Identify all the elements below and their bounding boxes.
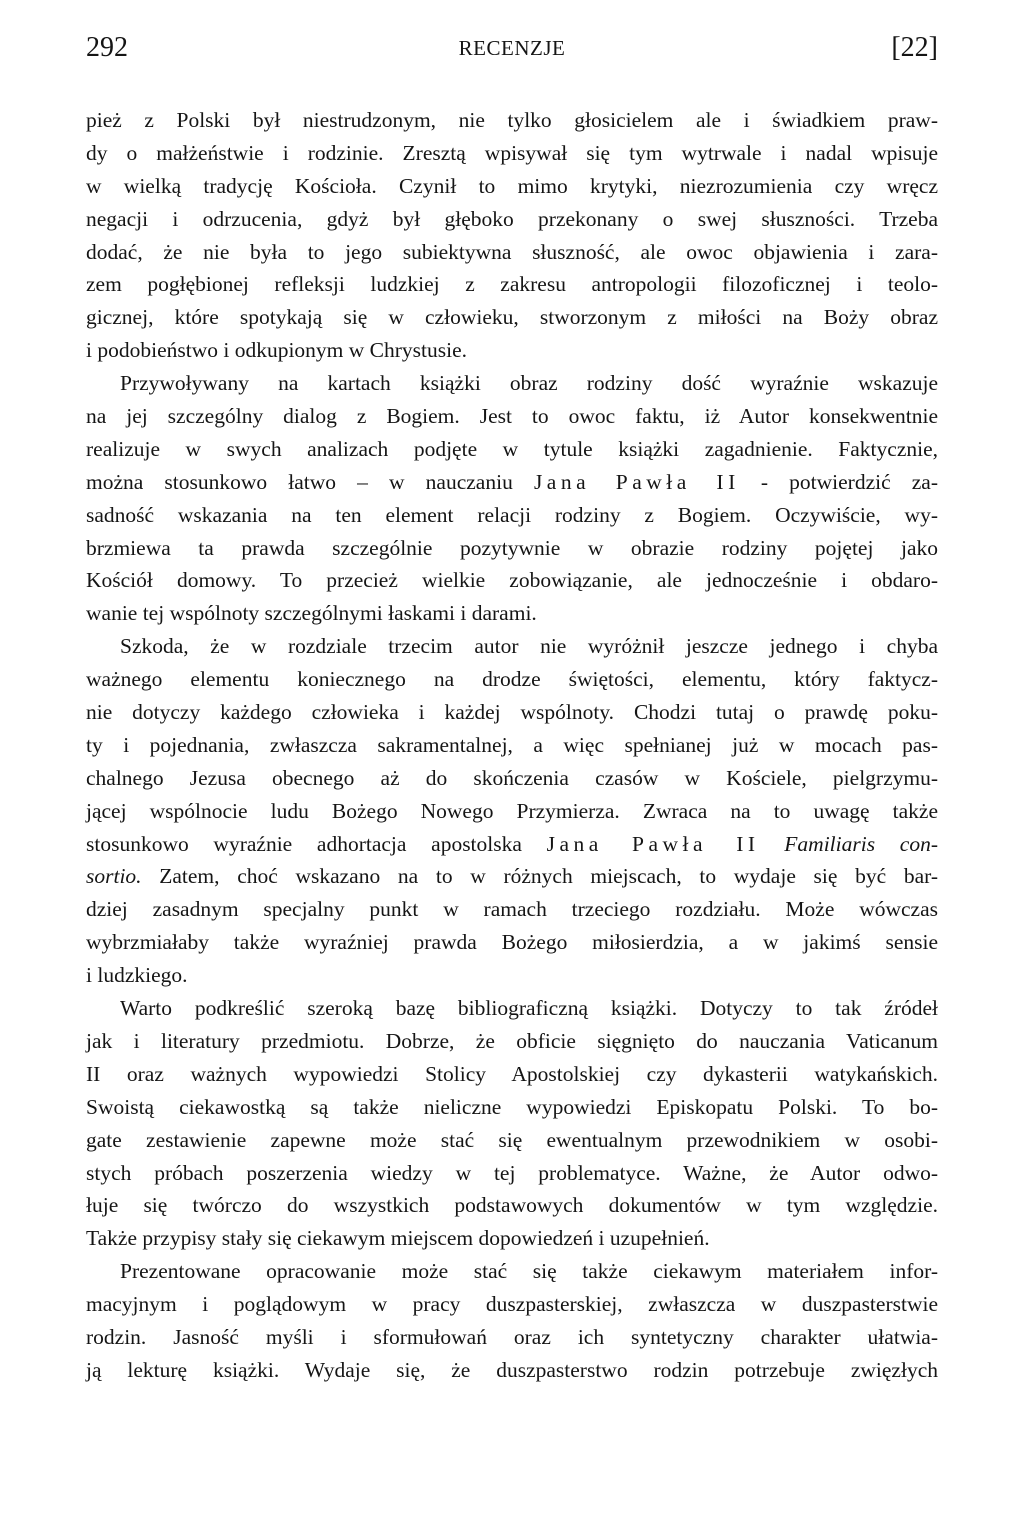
- text-line: wanie tej wspólnoty szczególnymi łaskami i darami.: [86, 601, 537, 626]
- paragraph-start-line: Prezentowane opracowanie może stać się także ciekawym materiałem infor-: [120, 1259, 938, 1284]
- text-line: rodzin. Jasność myśli i sformułowań oraz ich syntetyczny charakter ułatwia-: [86, 1324, 938, 1349]
- text-line: negacji i odrzucenia, gdyż był głęboko przekonany o swej słuszności. Trzeba: [86, 206, 938, 231]
- text-line: macyjnym i poglądowym w pracy duszpasterskiej, zwłaszcza w duszpasterstwie: [86, 1292, 938, 1317]
- text-line: brzmiewa ta prawda szczególnie pozytywnie w obrazie rodziny pojętej jako: [86, 535, 938, 560]
- text-line: ważnego elementu koniecznego na drodze świętości, elementu, który faktycz-: [86, 667, 938, 692]
- spaced-name: Jana Pawła II: [546, 831, 760, 856]
- text-line: II oraz ważnych wypowiedzi Stolicy Apostolskiej czy dykasterii watykańskich.: [86, 1061, 938, 1086]
- text-line: ty i pojednania, zwłaszcza sakramentalnej, a więc spełnianej już w mocach pas-: [86, 732, 938, 757]
- text-line: chalnego Jezusa obecnego aż do skończenia czasów w Kościele, pielgrzymu-: [86, 765, 938, 790]
- text-line: w wielką tradycję Kościoła. Czynił to mimo krytyki, niezrozumienia czy wręcz: [86, 173, 938, 198]
- text-line: ją lekturę książki. Wydaje się, że duszpasterstwo rodzin potrzebuje zwięzłych: [86, 1357, 938, 1382]
- text-line: nie dotyczy każdego człowieka i każdej wspólnoty. Chodzi tutaj o prawdę poku-: [86, 700, 938, 725]
- paragraph-start-line: Przywoływany na kartach książki obraz rodziny dość wyraźnie wskazuje: [120, 371, 938, 396]
- review-body-text: [86, 104, 938, 1387]
- text-line: można stosunkowo łatwo – w nauczaniu Jana Pawła II - potwierdzić za-: [86, 469, 938, 494]
- text-line: dy o małżeństwie i rodzinie. Zresztą wpisywał się tym wytrwale i nadal wpisuje: [86, 140, 938, 165]
- text-line: realizuje w swych analizach podjęte w tytule książki zagadnienie. Faktycznie,: [86, 436, 938, 461]
- text-line: pież z Polski był niestrudzonym, nie tylko głosicielem ale i świadkiem praw-: [86, 108, 938, 132]
- text-line: Także przypisy stały się ciekawym miejscem dopowiedzeń i uzupełnień.: [86, 1226, 710, 1251]
- running-title: RECENZJE: [458, 36, 566, 60]
- text-line: i podobieństwo i odkupionym w Chrystusie.: [86, 338, 468, 363]
- text-line: wybrzmiałaby także wyraźniej prawda Bożego miłosierdzia, a w jakimś sensie: [86, 930, 938, 955]
- text-line: i ludzkiego.: [86, 963, 188, 988]
- page-number: 292: [86, 32, 128, 63]
- spaced-name: Jana Pawła II: [533, 469, 740, 494]
- text-line: zem pogłębionej refleksji ludzkiej z zakresu antropologii filozoficznej i teolo-: [86, 272, 938, 297]
- text-line: dziej zasadnym specjalny punkt w ramach trzeciego rozdziału. Może wówczas: [86, 897, 938, 922]
- text-line: Swoistą ciekawostką są także nieliczne wypowiedzi Episkopatu Polski. To bo-: [86, 1094, 938, 1119]
- paragraph-start-line: Warto podkreślić szeroką bazę bibliograficzną książki. Dotyczy to tak źródeł: [120, 996, 938, 1021]
- text-line: na jej szczególny dialog z Bogiem. Jest to owoc faktu, iż Autor konsekwentnie: [86, 404, 938, 429]
- italic-title: sortio.: [86, 864, 142, 889]
- section-number: [22]: [891, 32, 938, 63]
- text-line: dodać, że nie była to jego subiektywna słuszność, ale owoc objawienia i zara-: [86, 239, 938, 264]
- running-header: [0, 32, 1024, 82]
- italic-title: Familiaris con-: [784, 831, 938, 856]
- text-line: gicznej, które spotykają się w człowieku, stworzonym z miłości na Boży obraz: [86, 305, 938, 330]
- text-line: jącej wspólnocie ludu Bożego Nowego Przymierza. Zwraca na to uwagę także: [86, 798, 938, 823]
- text-line: stosunkowo wyraźnie adhortacja apostolska Jana Pawła II Familiaris con-: [86, 831, 938, 856]
- text-line: sadność wskazania na ten element relacji rodziny z Bogiem. Oczywiście, wy-: [86, 502, 938, 527]
- text-line: łuje się twórczo do wszystkich podstawowych dokumentów w tym względzie.: [86, 1193, 938, 1218]
- paragraph-start-line: Szkoda, że w rozdziale trzecim autor nie wyróżnił jeszcze jednego i chyba: [120, 634, 938, 659]
- text-line: jak i literatury przedmiotu. Dobrze, że obficie sięgnięto do nauczania Vaticanum: [86, 1028, 938, 1053]
- text-line: stych próbach poszerzenia wiedzy w tej problematyce. Ważne, że Autor odwo-: [86, 1160, 938, 1185]
- text-line: Kościół domowy. To przecież wielkie zobowiązanie, ale jednocześnie i obdaro-: [86, 568, 938, 593]
- text-line: gate zestawienie zapewne może stać się ewentualnym przewodnikiem w osobi-: [86, 1127, 938, 1152]
- text-line: sortio. Zatem, choć wskazano na to w różnych miejscach, to wydaje się być bar-: [86, 864, 938, 889]
